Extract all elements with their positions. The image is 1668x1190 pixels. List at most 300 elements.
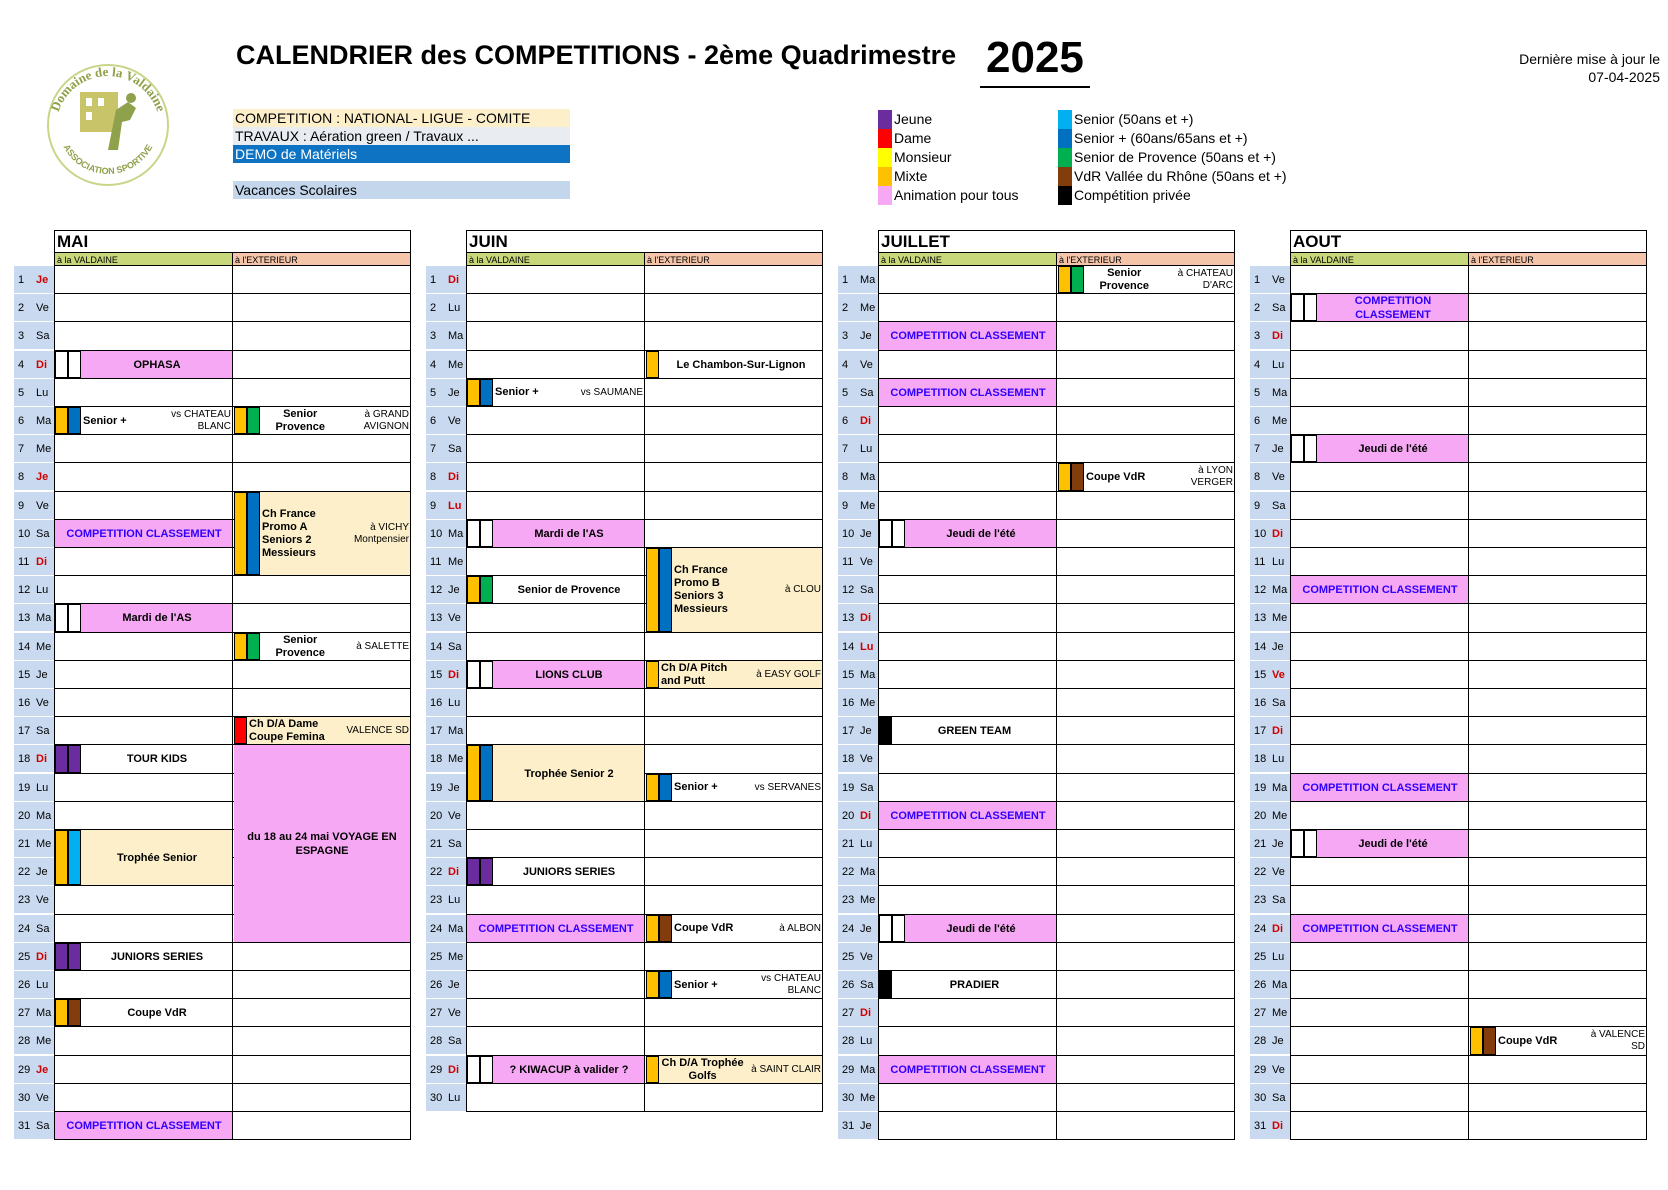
cell-valdaine[interactable] <box>878 266 1057 294</box>
cell-valdaine[interactable] <box>54 774 233 802</box>
day-label <box>426 717 466 745</box>
event-exterieur[interactable] <box>237 745 407 942</box>
cell-exterieur[interactable] <box>1469 322 1647 350</box>
cell-exterieur[interactable] <box>1057 830 1235 858</box>
cell-exterieur[interactable] <box>1057 745 1235 773</box>
event-valdaine[interactable] <box>83 351 231 379</box>
event-title: Senior Provence <box>1099 267 1149 293</box>
month-grid <box>1250 266 1647 1140</box>
cell-exterieur[interactable] <box>233 379 411 407</box>
day-number: 18 <box>1254 753 1267 766</box>
day-label <box>14 661 54 689</box>
cell-valdaine[interactable] <box>466 717 645 745</box>
event-valdaine[interactable] <box>57 520 231 548</box>
cell-exterieur[interactable] <box>233 604 411 632</box>
event-exterieur[interactable] <box>262 492 409 577</box>
cell-exterieur[interactable] <box>233 689 411 717</box>
cell-exterieur[interactable] <box>233 1084 411 1112</box>
cell-exterieur[interactable] <box>645 943 823 971</box>
cell-valdaine[interactable] <box>466 633 645 661</box>
cell-valdaine[interactable] <box>466 548 645 576</box>
cell-valdaine[interactable] <box>878 943 1057 971</box>
cell-exterieur[interactable] <box>1469 774 1647 802</box>
cell-exterieur[interactable] <box>1469 943 1647 971</box>
cell-valdaine[interactable] <box>1290 943 1469 971</box>
day-number: 29 <box>430 1063 443 1076</box>
event-title: COMPETITION CLASSEMENT <box>890 1063 1046 1076</box>
cell-exterieur[interactable] <box>1469 689 1647 717</box>
day-number: 12 <box>430 584 443 597</box>
cell-exterieur[interactable] <box>1057 351 1235 379</box>
cell-valdaine[interactable] <box>878 576 1057 604</box>
cell-exterieur[interactable] <box>1057 1084 1235 1112</box>
cell-valdaine[interactable] <box>466 689 645 717</box>
cell-exterieur[interactable] <box>1057 492 1235 520</box>
event-valdaine[interactable] <box>83 830 231 886</box>
cell-exterieur[interactable] <box>645 858 823 886</box>
cell-valdaine[interactable] <box>54 1056 233 1084</box>
cell-valdaine[interactable] <box>878 886 1057 914</box>
cell-exterieur[interactable] <box>1469 294 1647 322</box>
cell-exterieur[interactable] <box>1469 830 1647 858</box>
cell-valdaine[interactable] <box>54 266 233 294</box>
event-exterieur[interactable] <box>1086 266 1233 294</box>
cell-valdaine[interactable] <box>878 1084 1057 1112</box>
cell-valdaine[interactable] <box>466 294 645 322</box>
day-label <box>426 858 466 886</box>
cell-valdaine[interactable] <box>1290 745 1469 773</box>
event-exterieur[interactable] <box>661 661 821 689</box>
cell-exterieur[interactable] <box>233 661 411 689</box>
cell-exterieur[interactable] <box>1057 379 1235 407</box>
cell-exterieur[interactable] <box>1057 774 1235 802</box>
event-exterieur[interactable] <box>1086 463 1233 491</box>
cell-valdaine[interactable] <box>1290 971 1469 999</box>
cell-valdaine[interactable] <box>878 830 1057 858</box>
day-number: 21 <box>1254 838 1267 850</box>
cell-valdaine[interactable] <box>1290 463 1469 491</box>
cell-exterieur[interactable] <box>1057 576 1235 604</box>
day-weekday: Me <box>1272 809 1288 822</box>
cell-exterieur[interactable] <box>1057 858 1235 886</box>
cell-valdaine[interactable] <box>1290 548 1469 576</box>
event-exterieur[interactable] <box>661 351 821 379</box>
cell-exterieur[interactable] <box>1469 745 1647 773</box>
cell-exterieur[interactable] <box>1469 520 1647 548</box>
event-exterieur[interactable] <box>262 633 409 661</box>
day-weekday: Me <box>36 1035 52 1048</box>
cell-exterieur[interactable] <box>645 886 823 914</box>
cell-valdaine[interactable] <box>878 435 1057 463</box>
legend-label: Senior (50ans et +) <box>1074 111 1194 127</box>
cell-exterieur[interactable] <box>1057 943 1235 971</box>
cell-valdaine[interactable] <box>878 745 1057 773</box>
cell-valdaine[interactable] <box>54 379 233 407</box>
cell-valdaine[interactable] <box>1290 604 1469 632</box>
cell-valdaine[interactable] <box>878 633 1057 661</box>
cell-valdaine[interactable] <box>878 661 1057 689</box>
day-weekday: Lu <box>448 697 461 709</box>
event-valdaine[interactable] <box>907 915 1055 943</box>
cell-exterieur[interactable] <box>1469 915 1647 943</box>
cell-exterieur[interactable] <box>645 745 823 773</box>
legend-swatch <box>878 167 892 186</box>
cell-exterieur[interactable] <box>645 322 823 350</box>
cell-valdaine[interactable] <box>878 858 1057 886</box>
day-weekday: Ve <box>860 950 873 963</box>
legend-item <box>1058 167 1287 186</box>
cell-exterieur[interactable] <box>645 407 823 435</box>
cell-valdaine[interactable] <box>878 463 1057 491</box>
cell-exterieur[interactable] <box>1057 717 1235 745</box>
cell-valdaine[interactable] <box>466 351 645 379</box>
day-weekday: Me <box>448 556 464 568</box>
day-label <box>1250 379 1290 407</box>
cell-exterieur[interactable] <box>233 322 411 350</box>
event-exterieur[interactable] <box>674 971 821 999</box>
event-valdaine[interactable] <box>83 745 231 773</box>
month-grid <box>426 266 823 1112</box>
cell-valdaine[interactable] <box>54 548 233 576</box>
cell-valdaine[interactable] <box>1290 999 1469 1027</box>
event-valdaine[interactable] <box>57 1112 231 1140</box>
cell-exterieur[interactable] <box>1057 407 1235 435</box>
cell-valdaine[interactable] <box>466 435 645 463</box>
cell-exterieur[interactable] <box>1057 971 1235 999</box>
cell-valdaine[interactable] <box>1290 802 1469 830</box>
cell-valdaine[interactable] <box>1290 886 1469 914</box>
category-color-bar <box>1058 463 1071 490</box>
cell-valdaine[interactable] <box>878 1112 1057 1140</box>
cell-exterieur[interactable] <box>1057 294 1235 322</box>
event-valdaine[interactable] <box>1319 294 1467 322</box>
event-title: Le Chambon-Sur-Lignon <box>676 358 806 371</box>
day-weekday: Lu <box>860 838 873 850</box>
cell-valdaine[interactable] <box>1290 351 1469 379</box>
cell-exterieur[interactable] <box>1469 407 1647 435</box>
event-exterieur[interactable] <box>674 915 821 943</box>
cell-exterieur[interactable] <box>645 633 823 661</box>
cell-exterieur[interactable] <box>1469 717 1647 745</box>
cell-valdaine[interactable] <box>466 407 645 435</box>
cell-exterieur[interactable] <box>233 435 411 463</box>
cell-exterieur[interactable] <box>1057 999 1235 1027</box>
cell-valdaine[interactable] <box>1290 858 1469 886</box>
cell-valdaine[interactable] <box>54 971 233 999</box>
cell-valdaine[interactable] <box>878 774 1057 802</box>
cell-exterieur[interactable] <box>233 1112 411 1140</box>
cell-valdaine[interactable] <box>54 915 233 943</box>
cell-valdaine[interactable] <box>1290 407 1469 435</box>
event-valdaine[interactable] <box>495 858 643 886</box>
day-number: 30 <box>1254 1091 1267 1104</box>
cell-exterieur[interactable] <box>1057 548 1235 576</box>
cell-valdaine[interactable] <box>466 463 645 491</box>
cell-valdaine[interactable] <box>54 1027 233 1055</box>
cell-exterieur[interactable] <box>1057 1112 1235 1140</box>
day-number: 3 <box>18 330 25 343</box>
event-valdaine[interactable] <box>894 717 1055 745</box>
day-number: 17 <box>1254 725 1267 738</box>
day-label <box>426 492 466 520</box>
cell-exterieur[interactable] <box>1057 633 1235 661</box>
cell-exterieur[interactable] <box>1469 604 1647 632</box>
event-exterieur[interactable] <box>1498 1027 1645 1055</box>
event-valdaine[interactable] <box>495 520 643 548</box>
cell-valdaine[interactable] <box>466 886 645 914</box>
cell-valdaine[interactable] <box>54 492 233 520</box>
cell-exterieur[interactable] <box>233 943 411 971</box>
cell-valdaine[interactable] <box>1290 492 1469 520</box>
cell-exterieur[interactable] <box>1057 886 1235 914</box>
day-label <box>838 520 878 548</box>
category-color-bar <box>247 407 260 434</box>
cell-valdaine[interactable] <box>466 266 645 294</box>
cell-valdaine[interactable] <box>466 492 645 520</box>
day-label <box>838 604 878 632</box>
cell-valdaine[interactable] <box>878 604 1057 632</box>
cell-valdaine[interactable] <box>466 802 645 830</box>
cell-valdaine[interactable] <box>1290 266 1469 294</box>
cell-exterieur[interactable] <box>1057 661 1235 689</box>
cell-valdaine[interactable] <box>54 294 233 322</box>
cell-valdaine[interactable] <box>1290 1056 1469 1084</box>
cell-exterieur[interactable] <box>1057 322 1235 350</box>
subheader-valdaine: à la VALDAINE <box>878 252 1057 266</box>
cell-exterieur[interactable] <box>233 1027 411 1055</box>
cell-exterieur[interactable] <box>1057 604 1235 632</box>
cell-exterieur[interactable] <box>1469 1112 1647 1140</box>
cell-valdaine[interactable] <box>466 830 645 858</box>
cell-exterieur[interactable] <box>645 435 823 463</box>
cell-exterieur[interactable] <box>233 266 411 294</box>
day-weekday: Di <box>860 612 871 625</box>
category-color-bar <box>1058 266 1071 293</box>
cell-exterieur[interactable] <box>1057 1027 1235 1055</box>
event-valdaine[interactable] <box>83 943 231 971</box>
cell-valdaine[interactable] <box>1290 1084 1469 1112</box>
event-valdaine[interactable] <box>1293 576 1467 604</box>
cell-exterieur[interactable] <box>1469 576 1647 604</box>
cell-exterieur[interactable] <box>1469 971 1647 999</box>
cell-valdaine[interactable] <box>54 717 233 745</box>
month-title: JUIN <box>466 230 823 252</box>
cell-exterieur[interactable] <box>645 1027 823 1055</box>
cell-exterieur[interactable] <box>1057 915 1235 943</box>
cell-exterieur[interactable] <box>233 294 411 322</box>
cell-valdaine[interactable] <box>1290 633 1469 661</box>
cell-exterieur[interactable] <box>645 802 823 830</box>
cell-exterieur[interactable] <box>1469 633 1647 661</box>
event-title: Coupe VdR <box>1498 1034 1558 1047</box>
month-grid <box>838 266 1235 1140</box>
month-title: MAI <box>54 230 411 252</box>
cell-valdaine[interactable] <box>54 633 233 661</box>
cell-valdaine[interactable] <box>466 1084 645 1112</box>
day-label <box>1250 886 1290 914</box>
cell-valdaine[interactable] <box>878 294 1057 322</box>
cell-valdaine[interactable] <box>54 689 233 717</box>
day-label <box>14 915 54 943</box>
cell-exterieur[interactable] <box>1469 351 1647 379</box>
cell-exterieur[interactable] <box>645 717 823 745</box>
cell-exterieur[interactable] <box>645 379 823 407</box>
event-valdaine[interactable] <box>881 1056 1055 1084</box>
cell-valdaine[interactable] <box>54 576 233 604</box>
cell-exterieur[interactable] <box>1469 661 1647 689</box>
event-valdaine[interactable] <box>881 379 1055 407</box>
cell-valdaine[interactable] <box>466 604 645 632</box>
cell-valdaine[interactable] <box>1290 689 1469 717</box>
cell-valdaine[interactable] <box>54 322 233 350</box>
cell-exterieur[interactable] <box>1469 1084 1647 1112</box>
day-label <box>426 745 466 773</box>
event-valdaine[interactable] <box>495 379 643 407</box>
cell-valdaine[interactable] <box>466 999 645 1027</box>
cell-valdaine[interactable] <box>878 351 1057 379</box>
day-weekday: Sa <box>36 330 50 343</box>
cell-valdaine[interactable] <box>1290 1027 1469 1055</box>
cell-exterieur[interactable] <box>1469 1056 1647 1084</box>
cell-valdaine[interactable] <box>878 548 1057 576</box>
cell-valdaine[interactable] <box>1290 661 1469 689</box>
cell-valdaine[interactable] <box>54 1084 233 1112</box>
event-exterieur[interactable] <box>674 774 821 802</box>
cell-valdaine[interactable] <box>54 463 233 491</box>
event-valdaine[interactable] <box>1319 830 1467 858</box>
cell-exterieur[interactable] <box>1057 520 1235 548</box>
cell-valdaine[interactable] <box>466 943 645 971</box>
legend-label: Senior + (60ans/65ans et +) <box>1074 130 1248 146</box>
cell-exterieur[interactable] <box>1469 379 1647 407</box>
cell-exterieur[interactable] <box>1469 999 1647 1027</box>
day-weekday: Ma <box>860 1063 876 1076</box>
cell-exterieur[interactable] <box>645 689 823 717</box>
event-exterieur[interactable] <box>262 407 409 435</box>
cell-valdaine[interactable] <box>1290 1112 1469 1140</box>
event-exterieur[interactable] <box>661 1056 821 1084</box>
cell-exterieur[interactable] <box>645 294 823 322</box>
cell-valdaine[interactable] <box>1290 379 1469 407</box>
event-valdaine[interactable] <box>83 604 231 632</box>
cell-valdaine[interactable] <box>1290 717 1469 745</box>
cell-exterieur[interactable] <box>1469 802 1647 830</box>
day-weekday: Lu <box>448 1091 461 1104</box>
cell-exterieur[interactable] <box>645 463 823 491</box>
day-number: 21 <box>842 838 855 850</box>
cell-exterieur[interactable] <box>1057 689 1235 717</box>
event-valdaine[interactable] <box>1319 435 1467 463</box>
legend-item <box>878 148 1019 167</box>
day-label <box>426 379 466 407</box>
day-label <box>426 774 466 802</box>
event-valdaine[interactable] <box>881 802 1055 830</box>
day-number: 11 <box>1254 556 1266 568</box>
event-valdaine[interactable] <box>469 915 643 943</box>
cell-exterieur[interactable] <box>233 463 411 491</box>
day-number: 19 <box>430 781 443 794</box>
cell-valdaine[interactable] <box>466 322 645 350</box>
cell-exterieur[interactable] <box>1057 1056 1235 1084</box>
cell-exterieur[interactable] <box>645 266 823 294</box>
cell-exterieur[interactable] <box>645 520 823 548</box>
cell-valdaine[interactable] <box>54 886 233 914</box>
cell-exterieur[interactable] <box>1469 548 1647 576</box>
cell-valdaine[interactable] <box>54 802 233 830</box>
event-valdaine[interactable] <box>495 1056 643 1084</box>
day-label <box>1250 999 1290 1027</box>
cell-exterieur[interactable] <box>233 576 411 604</box>
cell-exterieur[interactable] <box>233 971 411 999</box>
cell-valdaine[interactable] <box>878 689 1057 717</box>
event-exterieur[interactable] <box>249 717 409 745</box>
day-weekday: Je <box>860 725 872 738</box>
cell-exterieur[interactable] <box>1469 858 1647 886</box>
cell-exterieur[interactable] <box>1057 802 1235 830</box>
day-weekday: Je <box>1272 1035 1284 1048</box>
day-number: 6 <box>18 415 25 427</box>
cell-exterieur[interactable] <box>645 1084 823 1112</box>
cell-valdaine[interactable] <box>878 999 1057 1027</box>
cell-valdaine[interactable] <box>54 661 233 689</box>
cell-valdaine[interactable] <box>1290 322 1469 350</box>
event-valdaine[interactable] <box>495 661 643 689</box>
cell-exterieur[interactable] <box>1469 492 1647 520</box>
day-number: 2 <box>842 302 849 315</box>
day-number: 10 <box>842 527 855 540</box>
event-valdaine[interactable] <box>495 745 643 801</box>
cell-exterieur[interactable] <box>1469 463 1647 491</box>
event-valdaine[interactable] <box>894 971 1055 999</box>
day-label <box>426 463 466 491</box>
cell-valdaine[interactable] <box>878 492 1057 520</box>
day-number: 21 <box>430 838 443 850</box>
day-weekday: Lu <box>860 443 873 456</box>
event-exterieur[interactable] <box>674 548 821 633</box>
cell-exterieur[interactable] <box>645 830 823 858</box>
cell-exterieur[interactable] <box>1469 266 1647 294</box>
cell-exterieur[interactable] <box>1469 435 1647 463</box>
event-valdaine[interactable] <box>1293 915 1467 943</box>
cell-exterieur[interactable] <box>645 492 823 520</box>
cell-exterieur[interactable] <box>233 351 411 379</box>
cell-exterieur[interactable] <box>1057 435 1235 463</box>
cell-exterieur[interactable] <box>233 999 411 1027</box>
legend-label: Dame <box>894 130 932 146</box>
event-valdaine[interactable] <box>83 407 231 435</box>
event-valdaine[interactable] <box>907 520 1055 548</box>
cell-exterieur[interactable] <box>645 999 823 1027</box>
cell-valdaine[interactable] <box>878 407 1057 435</box>
day-label <box>426 886 466 914</box>
cell-valdaine[interactable] <box>878 1027 1057 1055</box>
day-label <box>838 1056 878 1084</box>
event-valdaine[interactable] <box>495 576 643 604</box>
cell-valdaine[interactable] <box>466 971 645 999</box>
day-weekday: Lu <box>36 584 49 597</box>
cell-valdaine[interactable] <box>54 435 233 463</box>
day-weekday: Ve <box>448 1007 461 1020</box>
event-valdaine[interactable] <box>83 999 231 1027</box>
cell-exterieur[interactable] <box>233 1056 411 1084</box>
cell-valdaine[interactable] <box>466 1027 645 1055</box>
cell-valdaine[interactable] <box>1290 520 1469 548</box>
event-valdaine[interactable] <box>881 322 1055 350</box>
cell-exterieur[interactable] <box>1469 886 1647 914</box>
day-weekday: Sa <box>448 838 462 850</box>
event-valdaine[interactable] <box>1293 774 1467 802</box>
day-weekday: Me <box>860 302 876 315</box>
